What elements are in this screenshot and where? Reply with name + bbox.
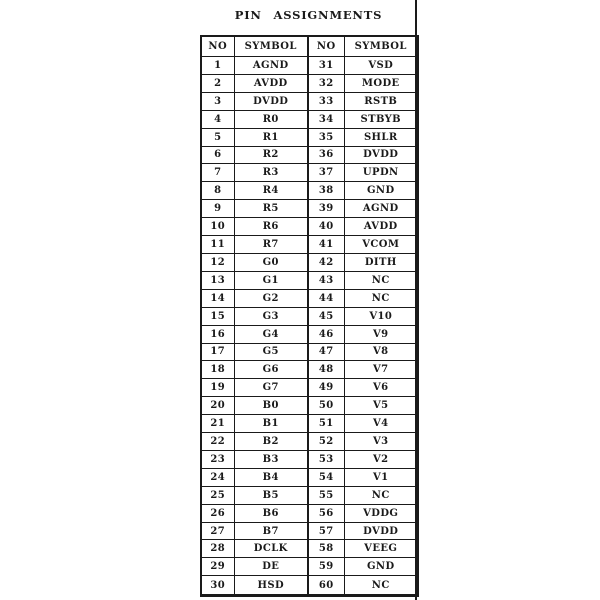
cell-pin-symbol: VCOM <box>344 236 418 254</box>
table-row <box>201 522 418 540</box>
cell-pin-no: 27 <box>201 522 234 540</box>
table-row <box>201 415 418 433</box>
table-row <box>201 236 418 254</box>
table-row <box>201 74 418 92</box>
cell-pin-no: 29 <box>201 558 234 576</box>
cell-pin-no: 56 <box>308 504 344 522</box>
cell-pin-no: 33 <box>308 92 344 110</box>
cell-pin-symbol: B1 <box>234 415 308 433</box>
cell-pin-symbol: UPDN <box>344 164 418 182</box>
cell-pin-no: 28 <box>201 540 234 558</box>
cell-pin-no: 7 <box>201 164 234 182</box>
page-title: PIN ASSIGNMENTS <box>234 8 383 22</box>
cell-pin-no: 15 <box>201 307 234 325</box>
table-row <box>201 576 418 596</box>
cell-pin-symbol: B0 <box>234 397 308 415</box>
table-row <box>201 361 418 379</box>
pin-assignments-table <box>200 35 419 597</box>
cell-pin-symbol: V1 <box>344 468 418 486</box>
cell-pin-symbol: G4 <box>234 325 308 343</box>
table-row <box>201 218 418 236</box>
cell-pin-no: 21 <box>201 415 234 433</box>
cell-pin-no: 32 <box>308 74 344 92</box>
cell-pin-no: 12 <box>201 253 234 271</box>
cell-pin-no: 10 <box>201 218 234 236</box>
cell-pin-no: 44 <box>308 289 344 307</box>
cell-pin-no: 57 <box>308 522 344 540</box>
header-symbol-left: SYMBOL <box>234 36 308 57</box>
cell-pin-symbol: R4 <box>234 182 308 200</box>
cell-pin-no: 47 <box>308 343 344 361</box>
cell-pin-symbol: V3 <box>344 433 418 451</box>
header-row <box>201 36 418 57</box>
table-row <box>201 325 418 343</box>
table-row <box>201 379 418 397</box>
cell-pin-symbol: G5 <box>234 343 308 361</box>
cell-pin-symbol: NC <box>344 289 418 307</box>
table-row <box>201 397 418 415</box>
cell-pin-no: 5 <box>201 128 234 146</box>
cell-pin-symbol: B4 <box>234 468 308 486</box>
cell-pin-no: 16 <box>201 325 234 343</box>
cell-pin-no: 51 <box>308 415 344 433</box>
table-row <box>201 92 418 110</box>
table-row <box>201 433 418 451</box>
cell-pin-symbol: V4 <box>344 415 418 433</box>
cell-pin-symbol: STBYB <box>344 110 418 128</box>
cell-pin-no: 40 <box>308 218 344 236</box>
cell-pin-symbol: G3 <box>234 307 308 325</box>
cell-pin-no: 46 <box>308 325 344 343</box>
cell-pin-symbol: R6 <box>234 218 308 236</box>
table-row <box>201 307 418 325</box>
cell-pin-no: 54 <box>308 468 344 486</box>
cell-pin-no: 42 <box>308 253 344 271</box>
pin-table-body <box>201 57 418 596</box>
cell-pin-no: 41 <box>308 236 344 254</box>
cell-pin-symbol: V6 <box>344 379 418 397</box>
cell-pin-symbol: DCLK <box>234 540 308 558</box>
cell-pin-symbol: B2 <box>234 433 308 451</box>
cell-pin-no: 19 <box>201 379 234 397</box>
table-row <box>201 558 418 576</box>
cell-pin-symbol: R7 <box>234 236 308 254</box>
cell-pin-no: 49 <box>308 379 344 397</box>
cell-pin-symbol: DVDD <box>344 522 418 540</box>
table-row <box>201 504 418 522</box>
table-header <box>201 36 418 57</box>
cell-pin-symbol: GND <box>344 558 418 576</box>
cell-pin-symbol: V2 <box>344 450 418 468</box>
cell-pin-no: 31 <box>308 57 344 75</box>
cell-pin-symbol: HSD <box>234 576 308 596</box>
cell-pin-symbol: B3 <box>234 450 308 468</box>
cell-pin-no: 9 <box>201 200 234 218</box>
table-row <box>201 450 418 468</box>
cell-pin-symbol: V8 <box>344 343 418 361</box>
cell-pin-symbol: R2 <box>234 146 308 164</box>
cell-pin-no: 59 <box>308 558 344 576</box>
cell-pin-symbol: GND <box>344 182 418 200</box>
table-row <box>201 253 418 271</box>
cell-pin-symbol: AVDD <box>344 218 418 236</box>
cell-pin-symbol: DVDD <box>344 146 418 164</box>
cell-pin-symbol: B7 <box>234 522 308 540</box>
cell-pin-symbol: R0 <box>234 110 308 128</box>
cell-pin-no: 2 <box>201 74 234 92</box>
cell-pin-no: 14 <box>201 289 234 307</box>
cell-pin-symbol: NC <box>344 486 418 504</box>
cell-pin-symbol: R5 <box>234 200 308 218</box>
table-row <box>201 540 418 558</box>
table-row <box>201 128 418 146</box>
cell-pin-no: 22 <box>201 433 234 451</box>
cell-pin-no: 30 <box>201 576 234 596</box>
cell-pin-symbol: SHLR <box>344 128 418 146</box>
table-row <box>201 289 418 307</box>
cell-pin-no: 23 <box>201 450 234 468</box>
cell-pin-no: 24 <box>201 468 234 486</box>
cell-pin-no: 18 <box>201 361 234 379</box>
cell-pin-symbol: DE <box>234 558 308 576</box>
cell-pin-no: 39 <box>308 200 344 218</box>
cell-pin-symbol: B6 <box>234 504 308 522</box>
cell-pin-no: 35 <box>308 128 344 146</box>
header-no-right: NO <box>308 36 344 57</box>
cell-pin-symbol: V7 <box>344 361 418 379</box>
cell-pin-symbol: AVDD <box>234 74 308 92</box>
cell-pin-symbol: AGND <box>234 57 308 75</box>
cell-pin-symbol: R3 <box>234 164 308 182</box>
table-row <box>201 146 418 164</box>
header-symbol-right: SYMBOL <box>344 36 418 57</box>
cell-pin-symbol: MODE <box>344 74 418 92</box>
cell-pin-symbol: DITH <box>344 253 418 271</box>
cell-pin-no: 11 <box>201 236 234 254</box>
cell-pin-symbol: V9 <box>344 325 418 343</box>
cell-pin-symbol: NC <box>344 271 418 289</box>
cell-pin-symbol: G0 <box>234 253 308 271</box>
table-row <box>201 486 418 504</box>
cell-pin-no: 55 <box>308 486 344 504</box>
cell-pin-no: 3 <box>201 92 234 110</box>
cell-pin-no: 8 <box>201 182 234 200</box>
cell-pin-no: 1 <box>201 57 234 75</box>
cell-pin-no: 60 <box>308 576 344 596</box>
cell-pin-symbol: G7 <box>234 379 308 397</box>
cell-pin-no: 52 <box>308 433 344 451</box>
cell-pin-no: 20 <box>201 397 234 415</box>
cell-pin-symbol: V5 <box>344 397 418 415</box>
cell-pin-symbol: G1 <box>234 271 308 289</box>
cell-pin-symbol: VDDG <box>344 504 418 522</box>
table-row <box>201 271 418 289</box>
cell-pin-no: 6 <box>201 146 234 164</box>
cell-pin-symbol: DVDD <box>234 92 308 110</box>
table-row <box>201 57 418 75</box>
cell-pin-symbol: G2 <box>234 289 308 307</box>
cell-pin-no: 4 <box>201 110 234 128</box>
cell-pin-symbol: V10 <box>344 307 418 325</box>
cell-pin-no: 43 <box>308 271 344 289</box>
cell-pin-symbol: NC <box>344 576 418 596</box>
cell-pin-no: 50 <box>308 397 344 415</box>
cell-pin-symbol: VSD <box>344 57 418 75</box>
cell-pin-no: 58 <box>308 540 344 558</box>
table-row <box>201 182 418 200</box>
table-row <box>201 110 418 128</box>
cell-pin-no: 17 <box>201 343 234 361</box>
cell-pin-no: 37 <box>308 164 344 182</box>
table-row <box>201 200 418 218</box>
cell-pin-symbol: R1 <box>234 128 308 146</box>
cell-pin-no: 13 <box>201 271 234 289</box>
cell-pin-no: 26 <box>201 504 234 522</box>
table-row <box>201 343 418 361</box>
cell-pin-symbol: G6 <box>234 361 308 379</box>
header-no-left: NO <box>201 36 234 57</box>
cell-pin-no: 53 <box>308 450 344 468</box>
cell-pin-no: 38 <box>308 182 344 200</box>
cell-pin-no: 34 <box>308 110 344 128</box>
cell-pin-no: 36 <box>308 146 344 164</box>
cell-pin-symbol: B5 <box>234 486 308 504</box>
cell-pin-no: 45 <box>308 307 344 325</box>
cell-pin-symbol: AGND <box>344 200 418 218</box>
cell-pin-symbol: VEEG <box>344 540 418 558</box>
cell-pin-no: 25 <box>201 486 234 504</box>
table-row <box>201 164 418 182</box>
table-row <box>201 468 418 486</box>
cell-pin-symbol: RSTB <box>344 92 418 110</box>
cell-pin-no: 48 <box>308 361 344 379</box>
